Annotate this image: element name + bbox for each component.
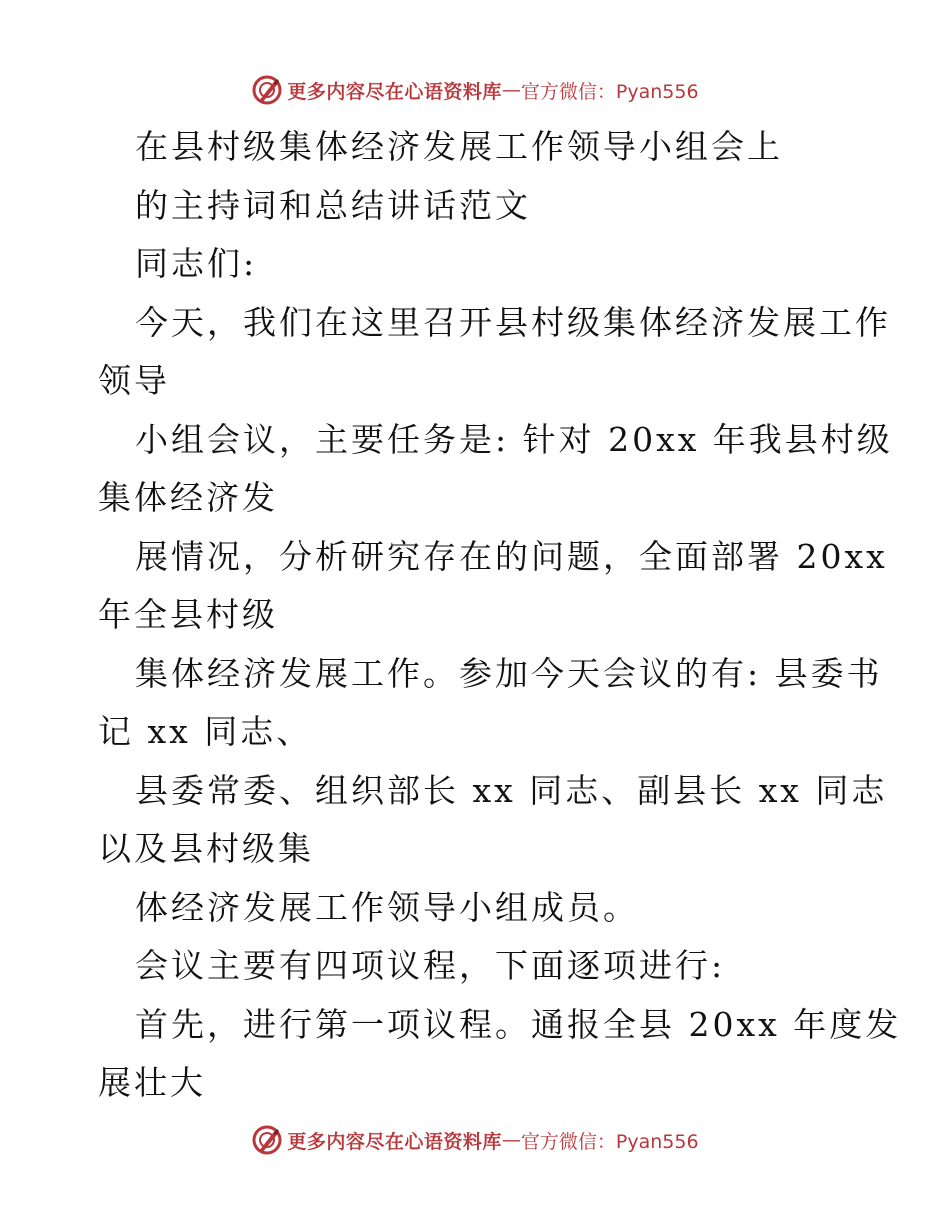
text-line: 集体经济发展工作。参加今天会议的有: 县委书 <box>135 653 883 693</box>
text-line: 集体经济发 <box>98 478 278 517</box>
text-line: 记 xx 同志、 <box>98 712 313 751</box>
watermark-text: 更多内容尽在心语资料库 <box>287 1130 502 1153</box>
text-line: 领导 <box>98 361 170 400</box>
text-line: 年全县村级 <box>98 595 278 634</box>
watermark-dash: — <box>501 79 521 101</box>
text-line: 会议主要有四项议程，下面逐项进行: <box>135 946 726 985</box>
text-line: 县委常委、组织部长 xx 同志、副县长 xx 同志 <box>135 770 888 810</box>
text-line: 以及县村级集 <box>98 829 314 868</box>
document-body <box>98 118 902 1113</box>
text-line: 今天，我们在这里召开县村级集体经济发展工作 <box>135 302 891 342</box>
footer-watermark <box>0 1120 950 1160</box>
watermark-dash: — <box>501 1129 521 1151</box>
text-line: 的主持词和总结讲话范文 <box>135 185 531 225</box>
text-line: 体经济发展工作领导小组成员。 <box>135 887 639 927</box>
text-line: 在县村级集体经济发展工作领导小组会上 <box>135 127 783 166</box>
text-line: 小组会议，主要任务是: 针对 20xx 年我县村级 <box>135 419 893 459</box>
watermark-wechat: 官方微信：Pyan556 <box>520 80 699 103</box>
watermark-wechat: 官方微信：Pyan556 <box>520 1130 699 1153</box>
text-line: 同志们: <box>135 244 258 283</box>
text-line: 展壮大 <box>98 1063 206 1102</box>
pen-logo-icon <box>251 74 283 106</box>
text-line: 展情况，分析研究存在的问题，全面部署 20xx <box>135 536 888 576</box>
watermark-text: 更多内容尽在心语资料库 <box>287 80 502 103</box>
text-line: 首先，进行第一项议程。通报全县 20xx 年度发 <box>135 1004 902 1044</box>
header-watermark <box>0 70 950 110</box>
pen-logo-icon <box>251 1124 283 1156</box>
